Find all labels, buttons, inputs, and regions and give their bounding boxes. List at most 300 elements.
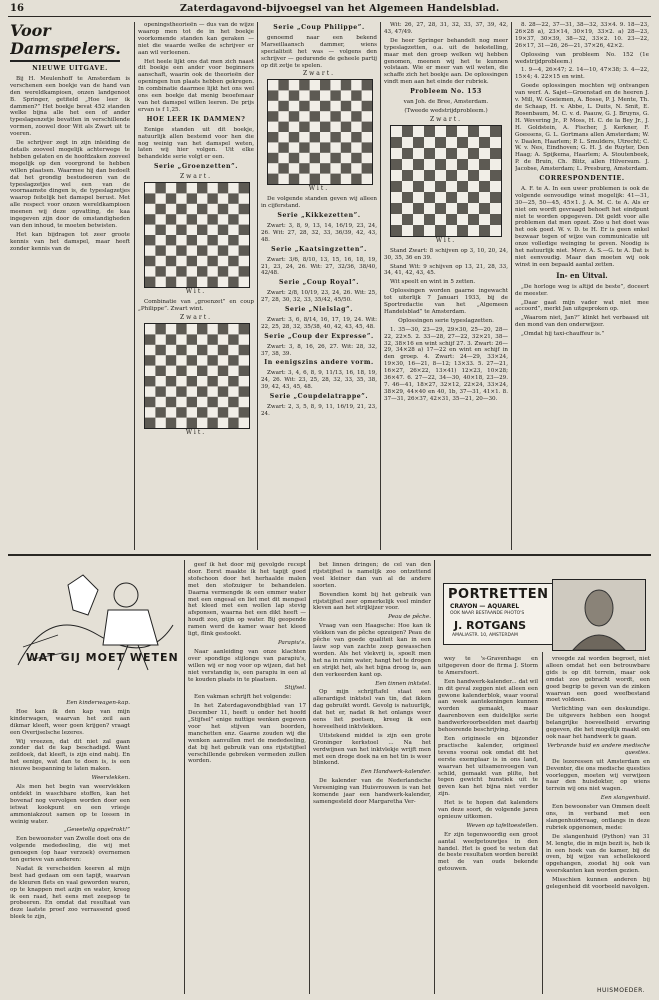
board-dark-square [239, 245, 249, 255]
board-dark-square [145, 417, 155, 427]
board-dark-square [457, 181, 468, 192]
board-dark-square [155, 266, 165, 276]
wat-gij-moet-weten-banner [8, 565, 181, 693]
wat-text: Hoe kan ik den kap van mijn kinderwagen, waarvan het zeil aan dikmar kleeft, weer goen krijgen? vraagt een Overijselsche lezeres. [10, 708, 130, 736]
wat-col-2 [188, 562, 306, 992]
board-dark-square [207, 193, 217, 203]
philippe-text: genoemd naar een bekend Marseillaansch dammer, wiens specialiteit het was — volgens den schrijver — gedurende de geheele partij op dit zetje te spelen. [261, 34, 377, 69]
board-dark-square [176, 266, 186, 276]
board-4-svg [391, 126, 501, 236]
board-dark-square [289, 112, 299, 122]
board-dark-square [490, 214, 501, 225]
board-dark-square [187, 334, 197, 344]
board-dark-square [299, 122, 309, 132]
board2-wit-label: Wit. [185, 428, 207, 436]
wat-head: Peau de pêche. [388, 614, 431, 621]
board-dark-square [268, 112, 278, 122]
rubric-title: Voor Damspelers. [10, 22, 120, 62]
board-dark-square [218, 344, 228, 354]
board-dark-square [320, 122, 330, 132]
board-dark-square [166, 355, 176, 365]
board-dark-square [490, 170, 501, 181]
wat-text: In het Zaterdagavondbijblad van 17 December 11, heeft u onder het hoofd „Stijfsel” enige nuttige wenken gegeven voor het stijven van boorden, manchetten enz. Gaarne zouden wij die wenken aanvullen met de mededeeling, dat bij het gebruik van ons rijststijfsel verschillende gebreken vermeden zullen worden. [188, 703, 306, 765]
col-divider [309, 560, 310, 994]
serie-groenzetten-heading: Serie „Groenzetten”. [153, 163, 239, 171]
board-dark-square [310, 132, 320, 142]
wat-head: Weervlekken. [91, 775, 130, 782]
wat-text: geef ik het door mij gevolgde recept door. Eerst maakte ik het tapijt goed stofschoon door het herhaalde malen met den stofzuiger te behandelen. Daarna vermengde ik een emmer water met een ongesal en liet met dit mengsel het kleed met een wollen lap stevig afsponsen, waarna het een dikt heeft — houdt zoo, gtijn op water. Bij geopende ramen werd de kamer waar het kleed ligt, flink gestookt. [188, 562, 306, 638]
probleem-author: van Joh. de Bree, Amsterdam. [403, 99, 489, 106]
board1-zwart-label: Zwart. [179, 173, 213, 181]
wat-text: bet linnen dringen; de cel van den rijststijfsel is namelijk zoo ontzettend veel kleiner dan van al de andere soorten. [313, 562, 431, 589]
board-dark-square [468, 192, 479, 203]
board1-wit-label: Wit. [185, 288, 207, 296]
dam-col-1 [10, 22, 130, 542]
board-dark-square [197, 225, 207, 235]
board-dark-square [320, 80, 330, 90]
board-dark-square [268, 174, 278, 184]
wat-text: De slangenhuid (Python) van 31 M. lengte, die in mijn bezit is, heb ik in een hoek van de kamer, bij de oven, bij wijze van schellekoord opgehangen, zoodat hij ook van weerskanten kan worden gezien. [546, 833, 650, 875]
board-dark-square [145, 334, 155, 344]
wat-text: wey te 's-Gravenhage en uitgegeven door de firma J. Storm te Amersfoort. [438, 656, 538, 676]
draughts-board-2 [144, 323, 250, 429]
board-dark-square [207, 417, 217, 427]
wat-text: Vraag van een Haagsche: Hoe kan ik vlekken van de pêche opzuigen? Peau de pêche van goede qualiteit kan in een lauw sop van zachte zeep gewasschen worden. Als het vlekvrij is, spoelt men het na in ruim water, hangt het te drogen en strijkt het, als het bijna droog is, aan den verkeerden kant op. [313, 623, 431, 678]
board-dark-square [218, 183, 228, 193]
header-rule [8, 16, 651, 17]
board-dark-square [166, 214, 176, 224]
banner-illustration [8, 565, 181, 693]
board-dark-square [479, 203, 490, 214]
col-divider [184, 560, 185, 994]
board-dark-square [228, 235, 238, 245]
board-dark-square [278, 101, 288, 111]
board-dark-square [320, 101, 330, 111]
wat-text: Een vakman schrijft het volgende: [194, 694, 292, 701]
board-dark-square [239, 407, 249, 417]
board-dark-square [402, 148, 413, 159]
board-dark-square [239, 344, 249, 354]
board-dark-square [402, 192, 413, 203]
stand-zwart: Stand Zwart: 8 schijven op 3, 10, 20, 24, 30, 35, 36 en 39. [384, 247, 508, 261]
board-dark-square [166, 277, 176, 287]
wat-text: Een bewoonster van Ommen deelt ons, in verband met een slangenhuidvraag, ontlangs in deze rubriek opgenomen, mede: [546, 804, 650, 831]
board-dark-square [145, 256, 155, 266]
board-1-svg [145, 183, 249, 287]
board-dark-square [351, 91, 361, 101]
board-dark-square [145, 396, 155, 406]
wat-text: Wij vreezen, dat dit niet zal gaan zonder dat de kap beschadigd. Want zeildoek, dat kleeft, is zijn eind nabij. En het eenige, wat dan te doen is, is een nieuwe bespanning te laten maken. [10, 738, 130, 773]
board-dark-square [218, 365, 228, 375]
board-dark-square [239, 225, 249, 235]
board-dark-square [391, 181, 402, 192]
board-dark-square [391, 203, 402, 214]
board-dark-square [310, 91, 320, 101]
board-dark-square [424, 214, 435, 225]
board-dark-square [424, 192, 435, 203]
board-dark-square [207, 334, 217, 344]
board-dark-square [207, 214, 217, 224]
board-dark-square [187, 376, 197, 386]
col-divider [257, 22, 258, 550]
board-dark-square [155, 183, 165, 193]
serie-philippe-heading: Serie „Coup Philippe”. [273, 24, 365, 31]
newspaper-title: Zaterdagavond-bijvoegsel van het Algemeen Handelsblad. [180, 3, 500, 14]
board-dark-square [289, 174, 299, 184]
dam-col1-p2: De schrijver zegt in zijn inleiding de details zooveel mogelijk achterwege te hebben gelaten en de hoofdzaken zooveel mogelijk op den voorgrond te hebben willen plaatsen. Waarmee hij dan bedoelt dat het grondig bestudeeren van de typeslagzetjes wel een van de voornaamste dingen is, de typeslagzetjes waarop feitelijk het damspel berust. Met alle respect voor onzen wereldkampioen meenen wij deze opvatting, de kaa ingegeven zijn door de omstandigheden van den inhoud, te moeten betwisten. [10, 140, 130, 229]
board-dark-square [187, 235, 197, 245]
solutions-text: 1. 35—30, 23—29, 29×30, 25—20, 28—22, 22×5. 2. 33—28, 27—22, 32×21, 38—32, 38×16 en wint schijf 27. 3. Zwart: 26—29, 34×28 a) 17—22 en wint en schijf in den groep. 4. Zwart: 24—29, 33×24, 19×30, 16—21, 8—12; 13×33. 5. 27—21, 16×27, 26×22, 13×41) 12×23, 10×28; 36×47. 6. 27—22, 34—30, 40×18, 23—29. 7. 46—41, 18×27, 32×12, 22×24, 33×24, 38×29, 44×40 en 40, 1b, 37—31, 41×1. 8. 37—31, 26×37, 42×31, 35—21, 20—30. [384, 326, 508, 402]
board-dark-square [424, 170, 435, 181]
board-dark-square [424, 126, 435, 137]
board-dark-square [197, 407, 207, 417]
in-uitval-line: „Daar gaat mijn vader wat niet mee accoord”, merkt Jan uitgeproken op. [515, 299, 649, 313]
board-dark-square [330, 112, 340, 122]
board-dark-square [457, 203, 468, 214]
board-dark-square [468, 126, 479, 137]
board-dark-square [145, 277, 155, 287]
correspondentie-text: A. F. te A. In een uwer problemen is ook de volgende eenvoudige winst mogelijk: 41—31, 30—25, 50—45, 45×1. J. A. M. C. te A. Als er niet om wordt gevraagd behoeft het eindpunt niet te worden opgegeven. Dit geldt voor alle problemen dat men opzet. Zoo u het doet was het ook goed. W. v. D. te H. Er is geen enkel bezwaar tegen of wijze van communicatie uit onze volledige weinging te geven. Noodig is het natuurlijk niet. Mevr. A. S.—G. te A. Dat is niet eenvoudig. Maar dan moeten wij ook winst in een bepaald aantal zetten. [515, 185, 649, 268]
board-dark-square [166, 376, 176, 386]
board-dark-square [187, 256, 197, 266]
board-dark-square [289, 153, 299, 163]
board-dark-square [155, 245, 165, 255]
opl-heading: Oplossing van probleem No. 152 (1e wedstrijdprobleem.) [515, 51, 649, 65]
board-dark-square [187, 193, 197, 203]
board-dark-square [239, 183, 249, 193]
speelt-text: Wit speelt en wint in 5 zetten. [390, 279, 476, 286]
wat-text: Een handwerk-kalender... dat wil in dit geval zeggen niet alleen een gewone kalenderblok, waar vooral aan week aantekeningen kunnen worden gemaakt, maar daarenboven een duidelijke serie handwerkvoorbeelden met daarbij behoorende beschrijving. [438, 678, 538, 734]
combinatie-text: Combinatie van „groenzet” en coup „Philippe”. Zwart wint. [138, 298, 254, 312]
ad-line-1: PORTRETTEN [448, 587, 549, 602]
board-dark-square [197, 344, 207, 354]
board-dark-square [155, 365, 165, 375]
board-dark-square [435, 225, 446, 236]
board-dark-square [218, 204, 228, 214]
board-dark-square [341, 164, 351, 174]
board-dark-square [435, 137, 446, 148]
board-dark-square [239, 365, 249, 375]
wat-text: Als men het begin van weervlekken ontdekt in waschbare stoffen, kan het bovenaf nog vervolgen worden door een ietwat kookpunt en een vriesje ammoniakzout samen op te lossen in weinig water. [10, 783, 130, 825]
portrait-sketch [553, 580, 645, 650]
board-dark-square [218, 245, 228, 255]
wat-text: Verlichting van een deskundige. De uitgevers hebben een hoogst belangrijke hoeveelheid ervaring gegeven, die het mogelijk maakt om ook naar het handwerk te gaan. [546, 706, 650, 740]
board-dark-square [218, 266, 228, 276]
board-dark-square [424, 148, 435, 159]
section-rule [8, 554, 651, 556]
board-dark-square [218, 324, 228, 334]
board-dark-square [166, 235, 176, 245]
wat-head: Een kinderwagen-kap. [66, 700, 130, 706]
ad-line-5: AMALIASTR. 10, AMSTERDAM [452, 633, 518, 638]
in-uitval-line: „De horloge weg is altijd de beste”, doceert de meester. [515, 283, 649, 297]
wat-text: Op mijn schrijftafel staat een allerardigst inktstel van tin, dat ikken dag gebruikt wordt. Gevolg is natuurlijk, dat het er, nadat ik het onlangs weer eens liet poetsen, kreeg ik een hoeveelheid inktvlekken. [313, 689, 431, 730]
board4-zwart-label: Zwart. [429, 115, 463, 123]
dam-col-3 [261, 22, 377, 552]
correspondentie-heading: CORRESPONDENTIE. [539, 175, 625, 183]
in-uitval-line: „Omdat hij taxi-chauffeur is.” [521, 331, 605, 338]
board-dark-square [187, 355, 197, 365]
col4-top: Wit: 26, 27, 28, 31, 32, 33, 37, 39, 42, 43, 47/49. [384, 22, 508, 35]
board-dark-square [479, 137, 490, 148]
board-dark-square [228, 355, 238, 365]
board-dark-square [239, 324, 249, 334]
board-dark-square [218, 407, 228, 417]
col-divider [434, 560, 435, 994]
board-dark-square [446, 170, 457, 181]
board-dark-square [490, 148, 501, 159]
board-dark-square [155, 386, 165, 396]
board-dark-square [166, 417, 176, 427]
board-dark-square [176, 183, 186, 193]
cijferstand-intro: De volgende standen geven wij alleen in cijferstand. [261, 196, 377, 210]
board-dark-square [228, 256, 238, 266]
probleem-heading: Probleem No. 153 [410, 88, 482, 96]
board-dark-square [299, 80, 309, 90]
draughts-board-4 [390, 125, 502, 237]
board-dark-square [176, 344, 186, 354]
col-divider [542, 652, 543, 994]
board-dark-square [362, 122, 372, 132]
board-dark-square [187, 214, 197, 224]
wat-head: Verbrande huid en andere medische questies. [547, 742, 650, 756]
dam-col2-subheading: HOE LEER IK DAMMEN? [146, 115, 246, 123]
typeslag-heading: Oplossingen serie typeslagzetten. [398, 317, 494, 324]
dam-col2-p3: Eenige standen uit dit boekje, natuurlijk allen bestemd voor hen die nog weinig van het damspel weten, laten wij hier volgen. Uit elke behandelde serie volgt er een. [138, 126, 254, 161]
portretten-advertisement [443, 583, 553, 645]
board-dark-square [299, 143, 309, 153]
board-dark-square [145, 355, 155, 365]
board-dark-square [299, 101, 309, 111]
wat-text: Er zijn tegenwoordig een groot aantal weefgetouwtjes in den handel. Het is goed te weten dat de beste resultaten worden bereikt met de van ouds bekende getouwen. [438, 831, 538, 873]
board-dark-square [310, 174, 320, 184]
board-dark-square [351, 112, 361, 122]
board-dark-square [155, 204, 165, 214]
page-number: 16 [10, 3, 24, 14]
serie-text: Zwart: 3/6, 8/10, 13, 15, 16, 18, 19, 21, 23, 24, 26. Wit: 27, 32/36, 38/40, 42/48. [261, 256, 377, 277]
in-uitval-heading: In- en Uitval. [556, 270, 608, 280]
draughts-board-1 [144, 182, 250, 288]
board-dark-square [362, 164, 372, 174]
board-dark-square [330, 153, 340, 163]
ad-line-4: J. ROTGANS [454, 619, 527, 632]
board-dark-square [320, 164, 330, 174]
board-dark-square [468, 170, 479, 181]
board-dark-square [413, 225, 424, 236]
board-dark-square [239, 386, 249, 396]
board-dark-square [435, 203, 446, 214]
board-dark-square [413, 137, 424, 148]
board-dark-square [278, 143, 288, 153]
board-dark-square [479, 159, 490, 170]
board-dark-square [176, 365, 186, 375]
board-dark-square [197, 324, 207, 334]
board-dark-square [228, 376, 238, 386]
board-dark-square [479, 181, 490, 192]
board-dark-square [446, 192, 457, 203]
wat-text: Misschien kunnen anderen bij gelegenheid dit voorbeeld navolgen. [546, 877, 650, 891]
board-dark-square [362, 143, 372, 153]
board-dark-square [187, 417, 197, 427]
stand-wit: Stand Wit: 9 schijven op 13, 21, 28, 33, 34, 41, 42, 43, 45. [384, 263, 508, 277]
board-dark-square [176, 386, 186, 396]
wat-text: Bovendien komt bij het gebruik van rijststijfsel zeer opmerkelijk veel minder kleven aan het strijkijzer voor. [313, 591, 431, 612]
board-dark-square [228, 193, 238, 203]
board-dark-square [176, 407, 186, 417]
board-dark-square [330, 132, 340, 142]
board3-wit-label: Wit. [308, 185, 330, 193]
board-dark-square [490, 192, 501, 203]
wat-head: Een slangenhuid. [600, 795, 650, 802]
wat-text: vreegde zal worden begroet, niet alleen omdat het een betrouwbare gids is op dit terrein, maar ook omdat zoo gebracht wordt, een goed begrip te geven van de zinken waarvan een goed weefbestand moet voldoen. [546, 656, 650, 704]
board-dark-square [490, 126, 501, 137]
board-dark-square [228, 334, 238, 344]
board-3-svg [268, 80, 372, 184]
wat-head: Een Handwerk-kalender. [360, 769, 431, 776]
board-dark-square [197, 245, 207, 255]
board-dark-square [207, 396, 217, 406]
board-dark-square [320, 143, 330, 153]
col-divider [134, 22, 135, 550]
wat-col-4 [438, 656, 538, 992]
board-dark-square [341, 122, 351, 132]
wat-text: Naar aanleiding van onze klachten over spondige stijlonge van parapiu's, willen wij er nog voor op wijzen, dat het niet verstandig is, een parapiu in een al te kouden plaats in te plaatsen. [188, 648, 306, 683]
board-dark-square [268, 153, 278, 163]
dam-col2-p1: openingstheorieën — dus van de wijze waarop men tot de in het boekje voorkomende standen kan geraken — niet die waarde welke de schrijver er aan wil verleenen. [138, 22, 254, 56]
serie-heading: Serie „Nielslag”. [284, 306, 354, 314]
ad-line-2: CRAYON — AQUAREL [450, 603, 520, 610]
wat-text: Een origineele en bijzonder practische kalender, origineel tevens voorai ook omdat dit het eerste exemplaar is in ons land, waarvan het uitsamenvoegen van schild, gemaakt van plilte, het tegen gewicht hunstiek uit te geven kan het bijna niet verder zijn. [438, 735, 538, 798]
serie-heading: Serie „Kaatsingzetten”. [271, 245, 367, 253]
board-dark-square [457, 159, 468, 170]
goede-oplossingen: Goede oplossingen mochten wij ontvangen van werf. A. Sajet—Groenstad en de heeren J. v. Mill, W. Goeiemen, A. Bosse, P. J. Mente, Th. de Schaap, H. v. Abbe, L. Duits, N. Smit, E. Rosenbaum, M. C. v. d. Paauw, G. J. Bruyns, G. H. Wevering Jr., P. Moss, H. C. de la Bey Jr., J. H. Goldstein, A. Fischer, J. Kerkner, F. Goessens, G. L. Gortmans allen Amsterdam; W. v. Daalen, Haarlem; P. L. Smulders, Utrecht; C. W. v. Nes, Eindhoven; G. H. J. de Ruyter, Den Haag; A. Spijkema, Haarlem; A. Stoutenbeek, P. de Bruin, Ch. Blitz, allen Hilversum. J. Jacobse, Amsterdam; L. Presburg, Amsterdam. [515, 83, 649, 173]
wat-text: De kalender van de Nederlandsche Vereeniging van Huisvrouwen is van het komende jaar een handwerk-kalender, samengesteld door Margaretha Ver- [313, 778, 431, 805]
portrait-image [552, 579, 646, 651]
wat-text: Uitstekend middel is zijn een grote Groninger kerkstoel ... Na het verdwijnen van het inktvlekje wrijft men met een droge doek na en het tin is weer blinkend. [313, 732, 431, 767]
wat-head: „Gewetelig opgetrokt!” [63, 827, 130, 834]
dam-col-4 [384, 22, 508, 552]
board-dark-square [166, 256, 176, 266]
col-divider [380, 22, 381, 550]
board-dark-square [413, 203, 424, 214]
board-dark-square [310, 153, 320, 163]
board-dark-square [402, 170, 413, 181]
board-2-svg [145, 324, 249, 428]
board-dark-square [207, 376, 217, 386]
wat-col-5 [546, 656, 650, 982]
in-uitval-line: „Waarom niet, Jan?” klinkt het verbaasd uit den mond van den onderwijzer. [515, 315, 649, 329]
board-dark-square [197, 266, 207, 276]
wat-head: Parapiu's. [277, 639, 306, 646]
board-dark-square [145, 235, 155, 245]
probleem-wedstrijd: (Tweede wedstrijdprobleem.) [404, 107, 488, 114]
serie-text: Zwart: 3, 8, 9, 13, 14, 16/19, 23, 24, 26. Wit: 27, 28, 32, 33, 36/39, 42, 43, 48. [261, 222, 377, 243]
board-dark-square [228, 417, 238, 427]
serie-text: Zwart: 2, 3, 5, 8, 9, 11, 16/19, 21, 23, 24. [261, 404, 377, 417]
dam-col2-p2: Het heele lijkt ons dat men zich naast dit boekje een ander voor beginners aanschaft, waarin ook de theorieën der openingen hun plaats hebben gekregen. In combinatie daarmee lijkt het ons wel ons een boekje dat menig beoefenaar van het damspel willen leeren. De prijs ervan is f 1,25. [138, 58, 254, 113]
draughts-board-3 [267, 79, 373, 185]
board-dark-square [413, 159, 424, 170]
board-dark-square [289, 132, 299, 142]
board-dark-square [362, 80, 372, 90]
wat-col-1 [10, 700, 130, 992]
board-dark-square [155, 225, 165, 235]
board-dark-square [446, 126, 457, 137]
board-dark-square [155, 324, 165, 334]
board-dark-square [330, 174, 340, 184]
board-dark-square [391, 159, 402, 170]
board-dark-square [341, 80, 351, 90]
wat-text: Het is te hopen dat kalenders van deze soort, de volgende jaren opnieuw uitkomen. [438, 800, 538, 820]
wat-head: Stijfsel. [284, 685, 306, 692]
dam-col-2 [138, 22, 254, 552]
board-dark-square [155, 407, 165, 417]
board-dark-square [218, 386, 228, 396]
col5-top: 8. 28—22, 37—31, 38—32, 33×4. 9. 18—23, 26×28 a), 23×14, 30×19, 33×2. a) 28—23, 19×37, 30×39, 38—32, 33×2. 10. 23—22, 26×17, 31—26, 26—21, 37×26, 42×2. [515, 22, 649, 49]
board-dark-square [155, 344, 165, 354]
board-dark-square [166, 334, 176, 344]
serie-heading: In eenigszins andere vorm. [264, 359, 374, 367]
board-dark-square [207, 235, 217, 245]
board4-wit-label: Wit. [435, 236, 457, 244]
board-dark-square [228, 214, 238, 224]
board-dark-square [166, 396, 176, 406]
oplossingen-text: Oplossingen worden gaarne ingewacht tot uiterlijk 7 Januari 1933, bij de Sportredactie van het „Algemeen Handelsblad” te Amsterdam. [384, 288, 508, 315]
serie-heading: Serie „Kikkezetten”. [277, 212, 361, 220]
board-dark-square [330, 91, 340, 101]
board-dark-square [197, 365, 207, 375]
board-dark-square [289, 91, 299, 101]
board-dark-square [268, 132, 278, 142]
serie-text: Zwart: 2/8, 10/19, 23, 24, 26. Wit: 25, 27, 28, 30, 32, 33, 35/42, 45/50. [261, 290, 377, 304]
board-dark-square [435, 181, 446, 192]
board-dark-square [176, 225, 186, 235]
board-dark-square [197, 204, 207, 214]
wat-text: Nadat ik verscheiden keeren al mijn best had gedaan om een tapijt, waarvan de kleuren flets en vaal geworden waren, op te knappen met azijn en water, kreeg ik een raad, het eens met zeepsop te probeeren. En omdat dat resultaat van deze laatste proef zoo verrassend goed bleek te zijn, [10, 865, 130, 921]
board-dark-square [278, 164, 288, 174]
board-dark-square [207, 355, 217, 365]
board-dark-square [341, 143, 351, 153]
board-dark-square [446, 214, 457, 225]
board-dark-square [228, 396, 238, 406]
board-dark-square [187, 277, 197, 287]
board-dark-square [145, 193, 155, 203]
serie-text: Zwart: 3, 6, 8/14, 16, 17, 19, 24. Wit: 22, 25, 28, 32, 35/38, 40, 42, 43, 45, 48. [261, 316, 377, 330]
serie-heading: Serie „Coup der Expresse”. [264, 332, 374, 340]
board-dark-square [391, 225, 402, 236]
board-dark-square [187, 396, 197, 406]
wat-text: De lezeressen uit Amsterdam en Deventer, die ons medische questies voorleggen, moeten wij verwijzen naar den huisdokter, op wiens terrein wij ons niet wagen. [546, 758, 650, 793]
board-dark-square [176, 204, 186, 214]
signature: HUISMOEDER. [597, 987, 645, 994]
board-dark-square [145, 214, 155, 224]
board-dark-square [278, 80, 288, 90]
dam-col1-heading: NIEUWE UITGAVE. [32, 65, 108, 72]
board-dark-square [468, 214, 479, 225]
serie-text: Zwart: 3, 8, 16, 26, 27. Wit: 28, 32, 37, 38, 39. [261, 343, 377, 357]
serie-heading: Serie „Coupdelatrappe”. [269, 393, 369, 401]
board-dark-square [176, 324, 186, 334]
ad-line-3: OOK NAAR BESTAANDE PHOTO'S [450, 611, 525, 616]
board3-zwart-label: Zwart. [302, 70, 336, 78]
board-dark-square [351, 153, 361, 163]
board-dark-square [207, 256, 217, 266]
col4-para: De heer Springer behandelt nog meer typeslagzetten, o.a. uit de hekstelling, maar met den groep welken wij hebben genomen, meenen wij het te kunnen volstaan. Wie er meer van wil weten, die schaffe zich het boekje aan. De oplossingen vindt men aan het einde der rubriek. [384, 37, 508, 86]
board2-zwart-label: Zwart. [179, 313, 213, 321]
board-dark-square [341, 101, 351, 111]
board-dark-square [402, 214, 413, 225]
dam-col-5 [515, 22, 649, 552]
